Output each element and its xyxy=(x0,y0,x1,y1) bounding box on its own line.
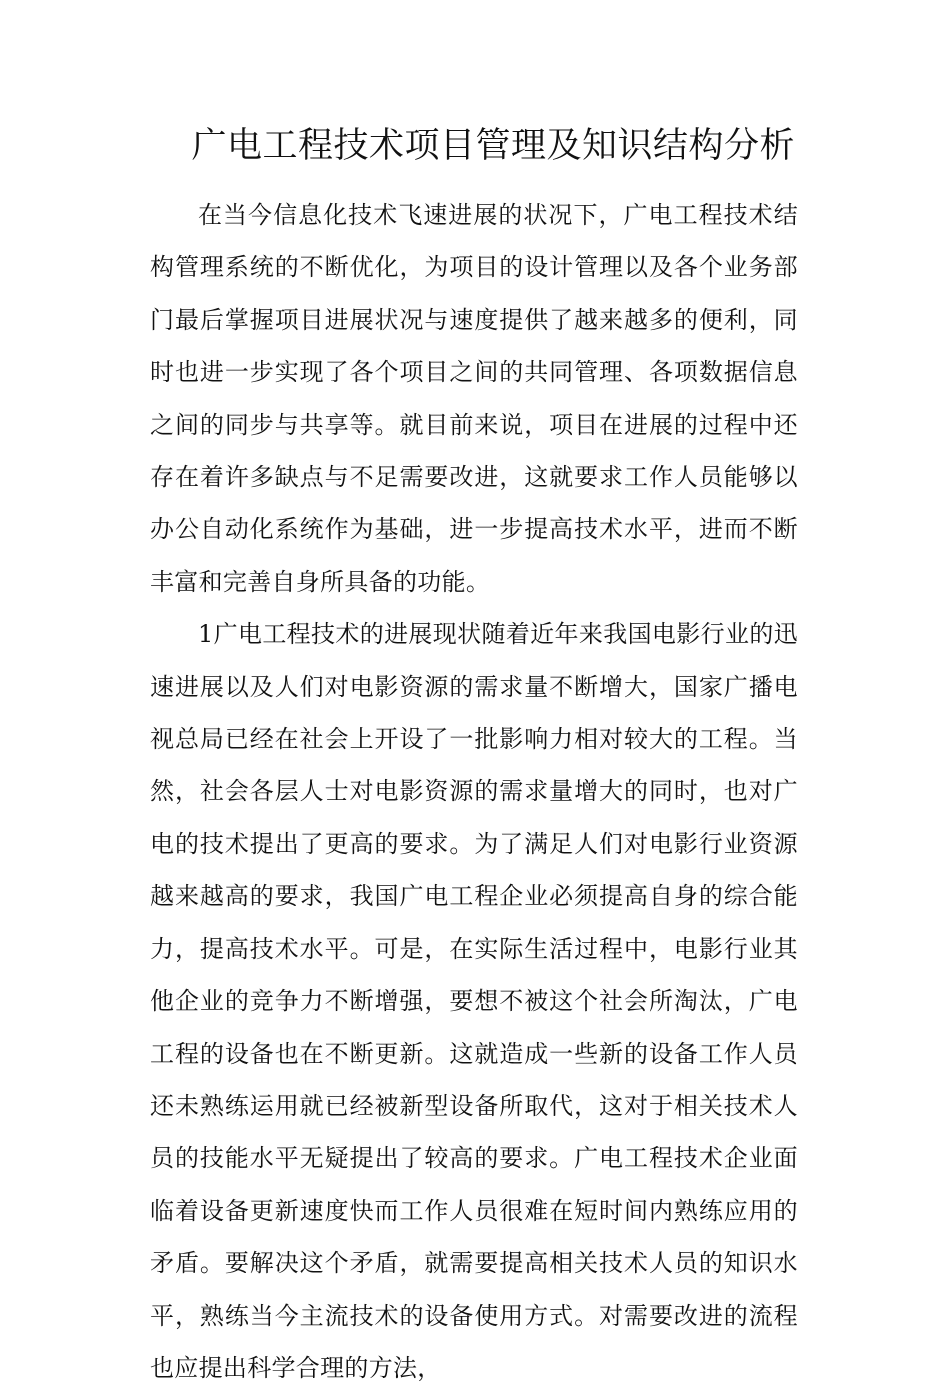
document-title: 广电工程技术项目管理及知识结构分析 xyxy=(191,126,795,166)
paragraph-section-1: 1广电工程技术的进展现状随着近年来我国电影行业的迅速进展以及人们对电影资源的需求量不断增大，国家广播电视总局已经在社会上开设了一批影响力相对较大的工程。当然，社会各层人士对电影资源的需求量增大的同时，也对广电的技术提出了更高的要求。为了满足人们对电影行业资源越来越高的要求，我国广电工程企业必须提高自身的综合能力，提高技术水平。可是，在实际生活过程中，电影行业其他企业的竞争力不断增强，要想不被这个社会所淘汰，广电工程的设备也在不断更新。这就造成一些新的设备工作人员还未熟练运用就已经被新型设备所取代，这对于相关技术人员的技能水平无疑提出了较高的要求。广电工程技术企业面临着设备更新速度快而工作人员很难在短时间内熟练应用的矛盾。要解决这个矛盾，就需要提高相关技术人员的知识水平，熟练当今主流技术的设备使用方式。对需要改进的流程也应提出科学合理的方法， xyxy=(150,620,798,1382)
paragraph-intro: 在当今信息化技术飞速进展的状况下，广电工程技术结构管理系统的不断优化，为项目的设计管理以及各个业务部门最后掌握项目进展状况与速度提供了越来越多的便利，同时也进一步实现了各个项目之间的共同管理、各项数据信息之间的同步与共享等。就目前来说，项目在进展的过程中还存在着许多缺点与不足需要改进，这就要求工作人员能够以办公自动化系统作为基础，进一步提高技术水平，进而不断丰富和完善自身所具备的功能。 xyxy=(150,201,798,596)
document-body xyxy=(150,189,798,1394)
